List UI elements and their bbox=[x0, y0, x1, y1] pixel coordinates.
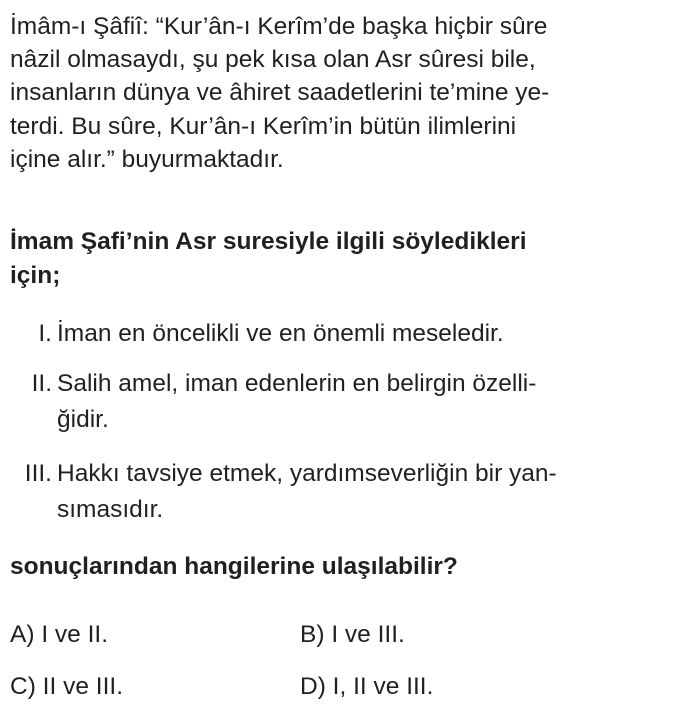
option-text: I ve II. bbox=[41, 621, 109, 648]
question-stem bbox=[10, 225, 660, 292]
option-c[interactable] bbox=[10, 672, 123, 702]
option-letter: A) bbox=[10, 621, 35, 648]
stem-line: İmam Şafi’nin Asr suresiyle ilgili söyledikleri bbox=[10, 228, 527, 255]
passage-line: İmâm-ı Şâfiî: “Kur’ân-ı Kerîm’de başka hiçbir sûre bbox=[10, 13, 548, 40]
option-d[interactable] bbox=[300, 672, 433, 702]
statement-line: ğidir. bbox=[57, 406, 109, 433]
passage-line: terdi. Bu sûre, Kur’ân-ı Kerîm’in bütün ilimlerini bbox=[10, 112, 517, 140]
option-letter: C) bbox=[10, 673, 36, 700]
statement-text bbox=[57, 316, 504, 352]
passage-text bbox=[10, 10, 660, 176]
passage-line: içine alır.” buyurmaktadır. bbox=[10, 145, 284, 173]
statement-number: III. bbox=[24, 460, 52, 487]
statement-line: Salih amel, iman edenlerin en belirgin özelli- bbox=[57, 370, 537, 397]
question-text: sonuçlarından hangilerine ulaşılabilir? bbox=[10, 553, 458, 580]
passage-line: nâzil olmasaydı, şu pek kısa olan Asr sûresi bile, bbox=[10, 46, 536, 74]
option-a[interactable] bbox=[10, 620, 108, 650]
statement-line: Hakkı tavsiye etmek, yardımseverliğin bir yan- bbox=[57, 460, 557, 487]
statement-number: II. bbox=[31, 370, 52, 397]
statement-text bbox=[57, 366, 536, 438]
statement-number: I. bbox=[38, 320, 52, 347]
stem-line: için; bbox=[10, 261, 61, 289]
passage-line: insanların dünya ve âhiret saadetlerini te’mine ye- bbox=[10, 79, 550, 107]
option-b[interactable] bbox=[300, 620, 405, 650]
statement-line: İman en öncelikli ve en önemli meseledir. bbox=[57, 320, 504, 347]
option-letter: D) bbox=[300, 673, 326, 700]
option-text: II ve III. bbox=[42, 673, 124, 700]
option-letter: B) bbox=[300, 621, 325, 648]
option-text: I ve III. bbox=[331, 621, 405, 648]
option-text: I, II ve III. bbox=[332, 673, 434, 700]
statement-text bbox=[57, 456, 557, 528]
statement-line: sımasıdır. bbox=[57, 496, 164, 523]
